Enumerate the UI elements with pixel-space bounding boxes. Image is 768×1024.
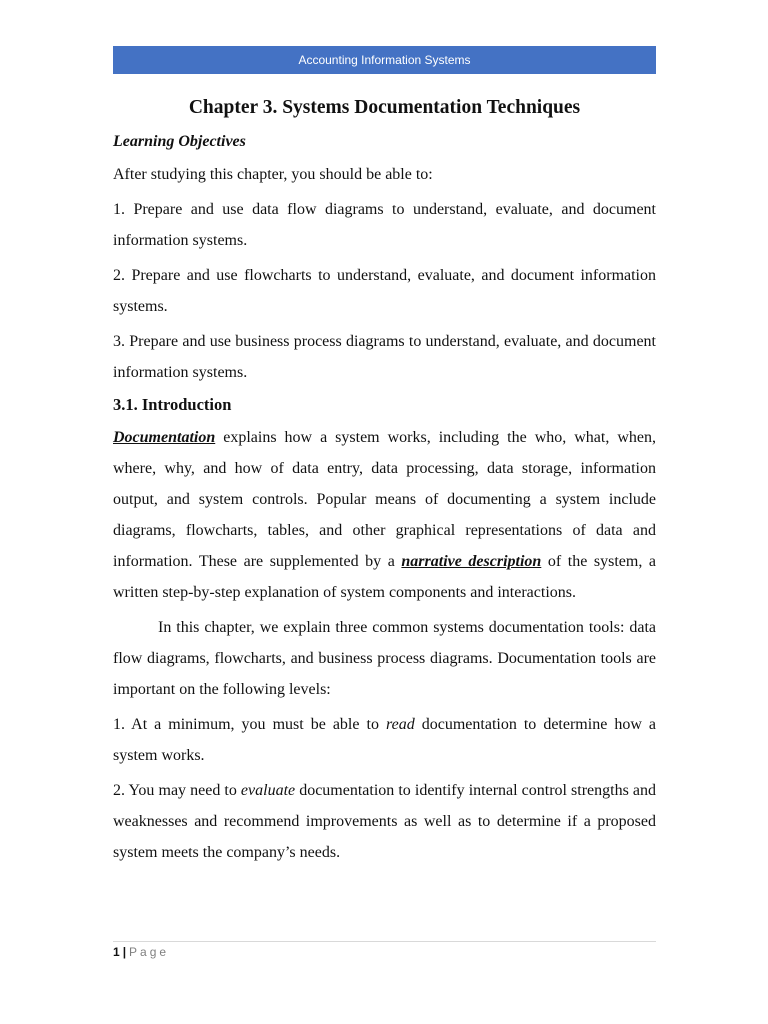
objective-item-1: 1. Prepare and use data flow diagrams to understand, evaluate, and document information systems. xyxy=(113,201,656,249)
level-item-1 xyxy=(113,709,656,771)
page-number: 1 xyxy=(113,945,120,959)
documentation-text-2: of the system, a written step-by-step explanation of system components and interactions. xyxy=(113,553,657,601)
level-item-2 xyxy=(113,775,656,868)
documentation-text-1: explains how a system works, including the who, what, when, where, why, and how of data entry, data processing, data storage, information output, and system controls. Popular means of documenting a system include diagrams, flowcharts, tables, and other graphical representations of data and information. These are supplemented by a xyxy=(113,429,656,570)
level-1-text-a: 1. At a minimum, you must be able to xyxy=(113,716,386,733)
page-footer xyxy=(113,944,169,960)
level-1-emphasis: read xyxy=(385,716,415,733)
term-documentation: Documentation xyxy=(113,429,216,446)
level-2-text-a: 2. You may need to xyxy=(113,782,241,799)
footer-separator: | xyxy=(122,945,127,959)
term-narrative-description: narrative description xyxy=(401,553,542,570)
documentation-paragraph xyxy=(113,422,656,608)
objective-item-3: 3. Prepare and use business process diagrams to understand, evaluate, and document information systems. xyxy=(113,333,656,381)
learning-objectives-heading: Learning Objectives xyxy=(113,133,246,150)
section-heading-introduction: 3.1. Introduction xyxy=(113,395,232,414)
footer-divider xyxy=(113,941,656,942)
running-header: Accounting Information Systems xyxy=(113,46,656,74)
tools-paragraph: In this chapter, we explain three common systems documentation tools: data flow diagrams, flowcharts, and business process diagrams. Documentation tools are important on the following levels: xyxy=(113,619,656,698)
chapter-title: Chapter 3. Systems Documentation Techniques xyxy=(188,97,581,118)
level-2-text-b: documentation to identify internal control strengths and weaknesses and recommend improvements as well as to determine if a proposed system meets the company’s needs. xyxy=(113,782,656,861)
level-2-emphasis: evaluate xyxy=(240,782,296,799)
page-label: Page xyxy=(129,945,170,959)
objectives-intro: After studying this chapter, you should be able to: xyxy=(113,166,433,183)
page-content xyxy=(113,92,656,868)
level-1-text-b: documentation to determine how a system works. xyxy=(113,716,656,764)
objective-item-2: 2. Prepare and use flowcharts to understand, evaluate, and document information systems. xyxy=(113,267,656,315)
